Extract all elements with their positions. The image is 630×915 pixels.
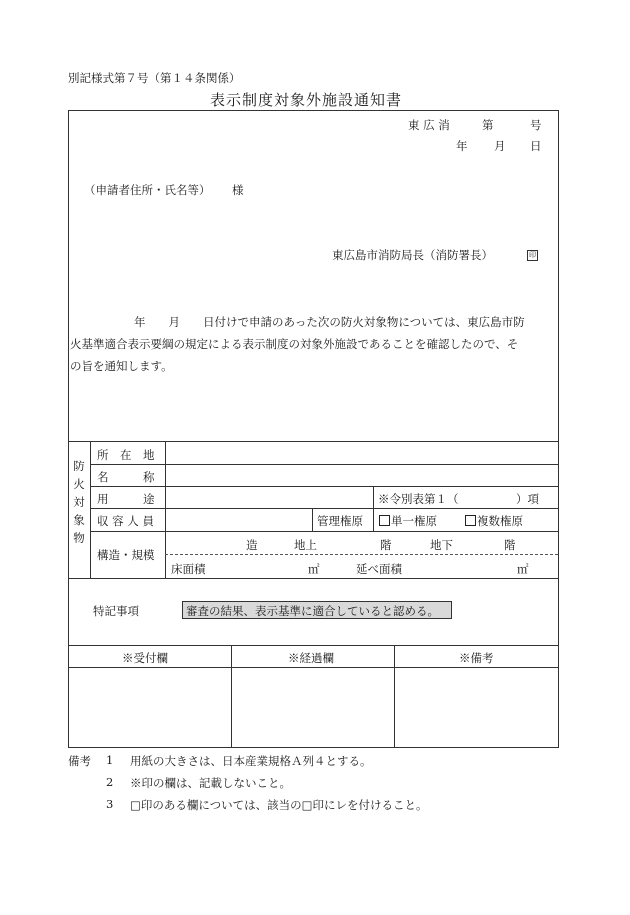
- column-divider: [394, 645, 395, 748]
- location-label: 所 在 地: [97, 448, 155, 462]
- use-label: 用 途: [97, 492, 155, 506]
- note-text: ※印の欄は、記載しないこと。: [130, 776, 291, 790]
- structure-made: 造: [246, 538, 258, 552]
- note-number: 3: [106, 797, 114, 811]
- single-authority-label: 単一権原: [391, 514, 437, 528]
- note-number: 2: [106, 775, 114, 789]
- floor-area-label: 床面積: [171, 562, 206, 576]
- capacity-label: 収 容 人 員: [97, 514, 154, 528]
- property-group-label: [72, 457, 86, 547]
- label-divider: [165, 441, 166, 579]
- total-area-label: 延べ面積: [356, 562, 402, 576]
- floors-above-label: 階: [380, 538, 392, 552]
- addressee: （申請者住所・氏名等）: [84, 183, 211, 197]
- row-line: [90, 486, 559, 487]
- row-line: [68, 578, 559, 579]
- use-note: ※令別表第１（ ）項: [378, 492, 539, 506]
- body-line-2: 火基準適合表示要綱の規定による表示制度の対象外施設であることを確認したので、そ: [70, 337, 519, 351]
- reception-header: ※受付欄: [122, 651, 168, 665]
- special-notes-label: 特記事項: [93, 604, 139, 618]
- date-month: 月: [494, 139, 506, 153]
- structure-dashed-line: [165, 554, 558, 555]
- column-divider: [231, 645, 232, 748]
- frame-right: [558, 110, 559, 748]
- group-char: 対: [73, 495, 85, 509]
- row-line: [90, 508, 559, 509]
- progress-header: ※経過欄: [288, 651, 334, 665]
- checkbox-icon[interactable]: [465, 515, 476, 526]
- frame-top: [68, 110, 559, 111]
- row-line: [90, 464, 559, 465]
- name-label: 名 称: [97, 470, 155, 484]
- checkbox-icon[interactable]: [379, 515, 390, 526]
- underground-label: 地下: [430, 538, 453, 552]
- table-top-line: [68, 441, 559, 442]
- number-label: 第: [482, 118, 494, 132]
- remarks-header: ※備考: [459, 651, 494, 665]
- group-char: 象: [73, 513, 85, 527]
- seal-icon: 印: [529, 251, 536, 259]
- single-authority-option[interactable]: [379, 513, 437, 529]
- note-number: 1: [106, 753, 114, 767]
- floors-below-label: 階: [504, 538, 516, 552]
- date-year: 年: [456, 139, 468, 153]
- body-line-3: の旨を通知します。: [70, 359, 173, 373]
- multi-authority-label: 複数権原: [477, 514, 523, 528]
- special-notes-value[interactable]: 審査の結果、表示基準に適合していると認める。: [182, 601, 452, 619]
- page-title: 表示制度対象外施設通知書: [210, 91, 403, 109]
- date-day: 日: [530, 139, 542, 153]
- above-ground-label: 地上: [294, 538, 317, 552]
- note-text: 用紙の大きさは、日本産業規格Ａ列４とする。: [130, 754, 372, 768]
- row-line: [90, 531, 559, 532]
- group-char: 防: [73, 459, 85, 473]
- notes-label: 備考: [68, 754, 91, 768]
- capacity-divider: [312, 508, 313, 531]
- group-char: 物: [73, 531, 85, 545]
- structure-label: 構造・規模: [97, 548, 155, 562]
- total-area-unit: ㎡: [517, 562, 529, 576]
- management-label: 管理権原: [317, 514, 363, 528]
- columns-header-line: [68, 667, 559, 668]
- multi-authority-option[interactable]: [465, 513, 523, 529]
- frame-left: [68, 110, 69, 748]
- use-divider: [373, 486, 374, 508]
- body-line-1: 年 月 日付けで申請のあった次の防火対象物については、東広島市防: [134, 315, 525, 329]
- addressee-honorific: 様: [232, 183, 244, 197]
- group-char: 火: [73, 477, 85, 491]
- sender: 東広島市消防局長（消防署長）: [332, 248, 493, 262]
- management-divider: [373, 508, 374, 531]
- issuer-prefix: 東 広 消: [408, 118, 450, 132]
- number-suffix: 号: [530, 118, 542, 132]
- columns-top-line: [68, 645, 559, 646]
- seal-mark: [527, 247, 538, 261]
- form-reference: 別記様式第７号（第１４条関係）: [68, 71, 241, 85]
- frame-bottom: [68, 747, 559, 748]
- note-text: □印のある欄については、該当の□印にレを付けること。: [130, 798, 428, 812]
- floor-area-unit: ㎡: [308, 562, 320, 576]
- group-divider: [90, 441, 91, 579]
